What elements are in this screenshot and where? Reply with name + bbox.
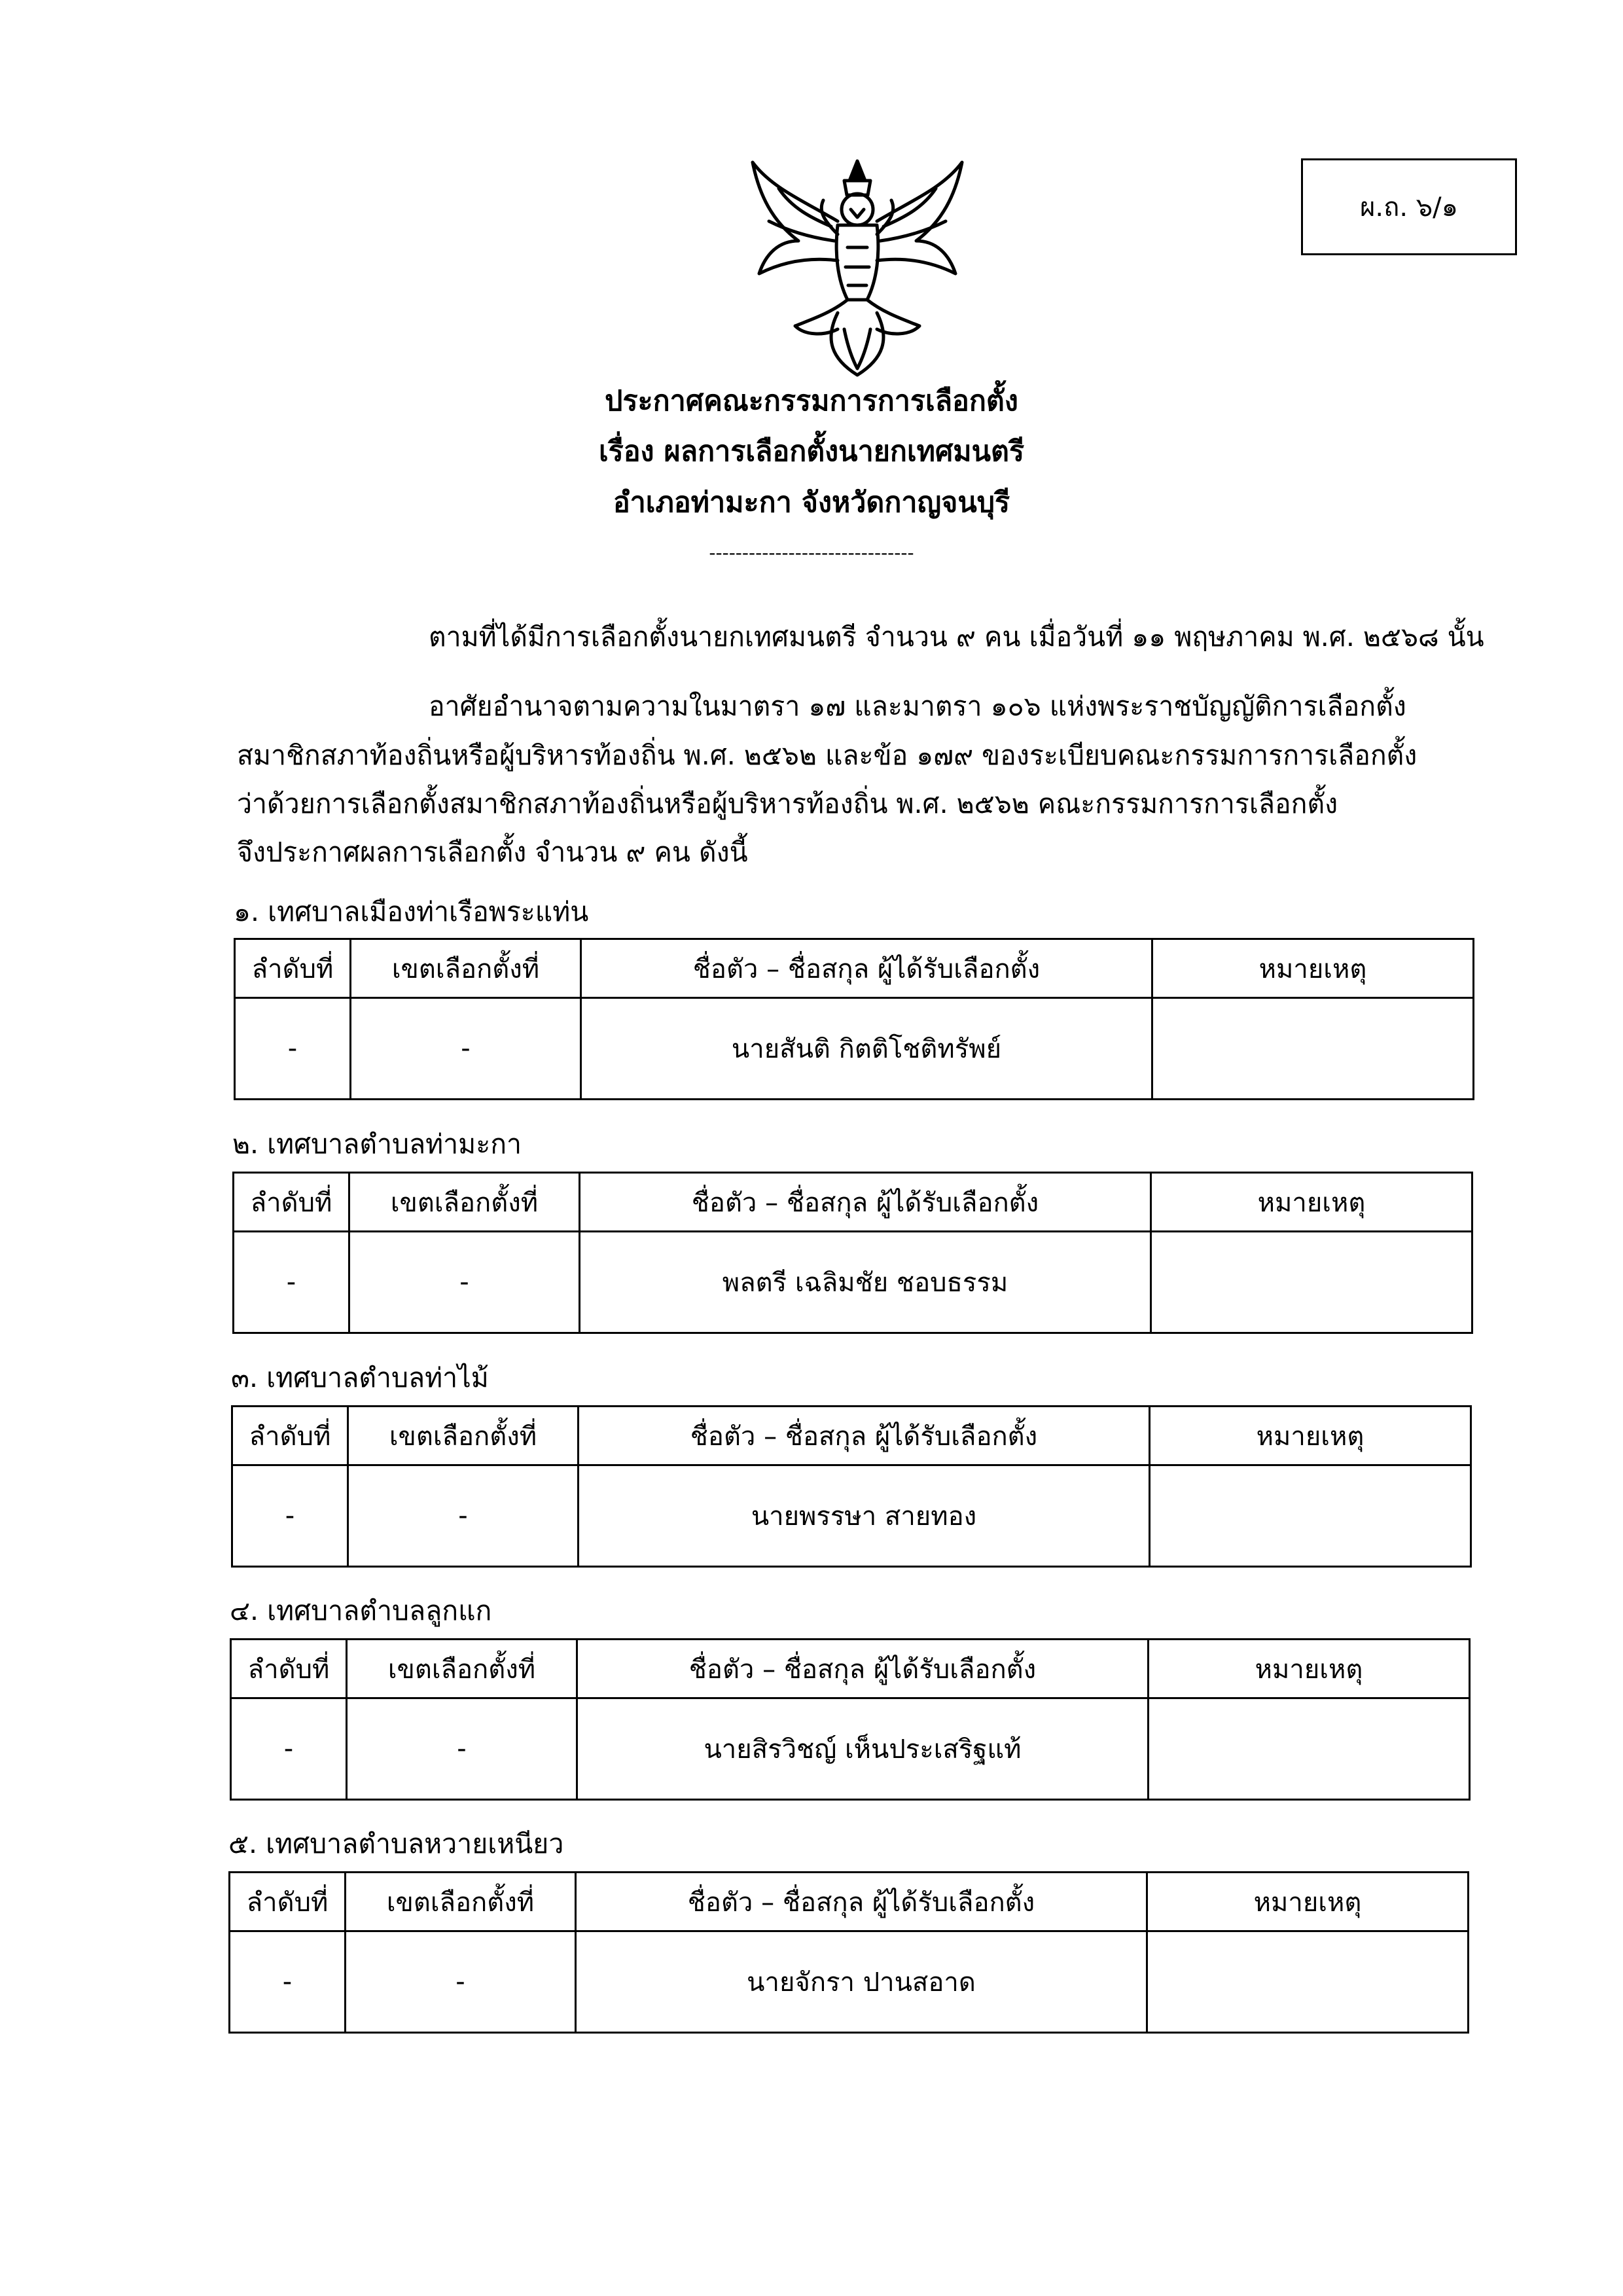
result-table-2: [232, 1172, 1473, 1334]
cell-order: -: [235, 998, 351, 1100]
cell-district: -: [346, 1931, 576, 2033]
col-header-district: เขตเลือกตั้งที่: [347, 1640, 577, 1698]
col-header-note: หมายเหตุ: [1149, 1640, 1470, 1698]
col-header-name: ชื่อตัว – ชื่อสกุล ผู้ได้รับเลือกตั้ง: [577, 1640, 1149, 1698]
section-heading-4: ๔. เทศบาลตำบลลูกแก: [230, 1595, 492, 1626]
col-header-order: ลำดับที่: [232, 1407, 348, 1465]
body-line-5: จึงประกาศผลการเลือกตั้ง จำนวน ๙ คน ดังนี้: [237, 836, 748, 868]
cell-name: นายจักรา ปานสอาด: [576, 1931, 1147, 2033]
col-header-note: หมายเหตุ: [1152, 939, 1474, 998]
table-header-row: [230, 1873, 1469, 1931]
col-header-district: เขตเลือกตั้งที่: [348, 1407, 579, 1465]
col-header-order: ลำดับที่: [234, 1173, 349, 1232]
cell-note: [1152, 998, 1474, 1100]
result-table-1: [234, 938, 1474, 1100]
col-header-district: เขตเลือกตั้งที่: [349, 1173, 580, 1232]
cell-name: นายพรรษา สายทอง: [579, 1465, 1150, 1567]
table-row: [235, 998, 1474, 1100]
cell-name: พลตรี เฉลิมชัย ชอบธรรม: [580, 1232, 1151, 1333]
table-header-row: [231, 1640, 1470, 1698]
cell-order: -: [231, 1698, 347, 1800]
cell-order: -: [232, 1465, 348, 1567]
cell-note: [1150, 1465, 1471, 1567]
announcement-district: อำเภอท่ามะกา จังหวัดกาญจนบุรี: [613, 486, 1010, 519]
col-header-order: ลำดับที่: [235, 939, 351, 998]
body-line-4: ว่าด้วยการเลือกตั้งสมาชิกสภาท้องถิ่นหรือผู้บริหารท้องถิ่น พ.ศ. ๒๕๖๒ คณะกรรมการการเลือกตั้ง: [237, 788, 1338, 819]
form-code: ผ.ถ. ๖/๑: [1359, 192, 1459, 223]
result-table-5: [228, 1871, 1469, 2034]
section-heading-3: ๓. เทศบาลตำบลท่าไม้: [231, 1362, 489, 1393]
col-header-name: ชื่อตัว – ชื่อสกุล ผู้ได้รับเลือกตั้ง: [581, 939, 1152, 998]
table-header-row: [235, 939, 1474, 998]
table-row: [234, 1232, 1472, 1333]
cell-name: นายสันติ กิตติโชติทรัพย์: [581, 998, 1152, 1100]
cell-district: -: [349, 1232, 580, 1333]
col-header-district: เขตเลือกตั้งที่: [346, 1873, 576, 1931]
cell-order: -: [230, 1931, 346, 2033]
col-header-name: ชื่อตัว – ชื่อสกุล ผู้ได้รับเลือกตั้ง: [579, 1407, 1150, 1465]
announcement-title: ประกาศคณะกรรมการการเลือกตั้ง: [605, 385, 1018, 418]
section-heading-2: ๒. เทศบาลตำบลท่ามะกา: [232, 1128, 522, 1160]
table-row: [232, 1465, 1471, 1567]
col-header-order: ลำดับที่: [231, 1640, 347, 1698]
body-line-3: สมาชิกสภาท้องถิ่นหรือผู้บริหารท้องถิ่น พ.ศ. ๒๕๖๒ และข้อ ๑๗๙ ของระเบียบคณะกรรมการการเลือกตั้ง: [237, 740, 1418, 771]
body-line-2: อาศัยอำนาจตามความในมาตรา ๑๗ และมาตรา ๑๐๖ แห่งพระราชบัญญัติการเลือกตั้ง: [429, 691, 1406, 722]
cell-note: [1151, 1232, 1472, 1333]
body-line-1: ตามที่ได้มีการเลือกตั้งนายกเทศมนตรี จำนวน ๙ คน เมื่อวันที่ ๑๑ พฤษภาคม พ.ศ. ๒๕๖๘ นั้น: [429, 621, 1484, 653]
title-separator: -------------------------------: [709, 542, 914, 564]
col-header-note: หมายเหตุ: [1151, 1173, 1472, 1232]
col-header-note: หมายเหตุ: [1147, 1873, 1469, 1931]
col-header-district: เขตเลือกตั้งที่: [351, 939, 581, 998]
form-code-box: [1301, 158, 1517, 255]
col-header-note: หมายเหตุ: [1150, 1407, 1471, 1465]
table-row: [231, 1698, 1470, 1800]
result-table-4: [230, 1638, 1471, 1801]
cell-name: นายสิรวิชญ์ เห็นประเสริฐแท้: [577, 1698, 1149, 1800]
col-header-name: ชื่อตัว – ชื่อสกุล ผู้ได้รับเลือกตั้ง: [580, 1173, 1151, 1232]
result-table-3: [231, 1405, 1472, 1568]
garuda-emblem-icon: [740, 149, 975, 385]
col-header-order: ลำดับที่: [230, 1873, 346, 1931]
table-header-row: [232, 1407, 1471, 1465]
section-heading-5: ๕. เทศบาลตำบลหวายเหนียว: [228, 1828, 564, 1859]
cell-district: -: [348, 1465, 579, 1567]
table-header-row: [234, 1173, 1472, 1232]
cell-district: -: [347, 1698, 577, 1800]
cell-district: -: [351, 998, 581, 1100]
col-header-name: ชื่อตัว – ชื่อสกุล ผู้ได้รับเลือกตั้ง: [576, 1873, 1147, 1931]
cell-note: [1149, 1698, 1470, 1800]
announcement-subject: เรื่อง ผลการเลือกตั้งนายกเทศมนตรี: [598, 435, 1025, 468]
section-heading-1: ๑. เทศบาลเมืองท่าเรือพระแท่น: [234, 896, 589, 927]
cell-note: [1147, 1931, 1469, 2033]
table-row: [230, 1931, 1469, 2033]
cell-order: -: [234, 1232, 349, 1333]
